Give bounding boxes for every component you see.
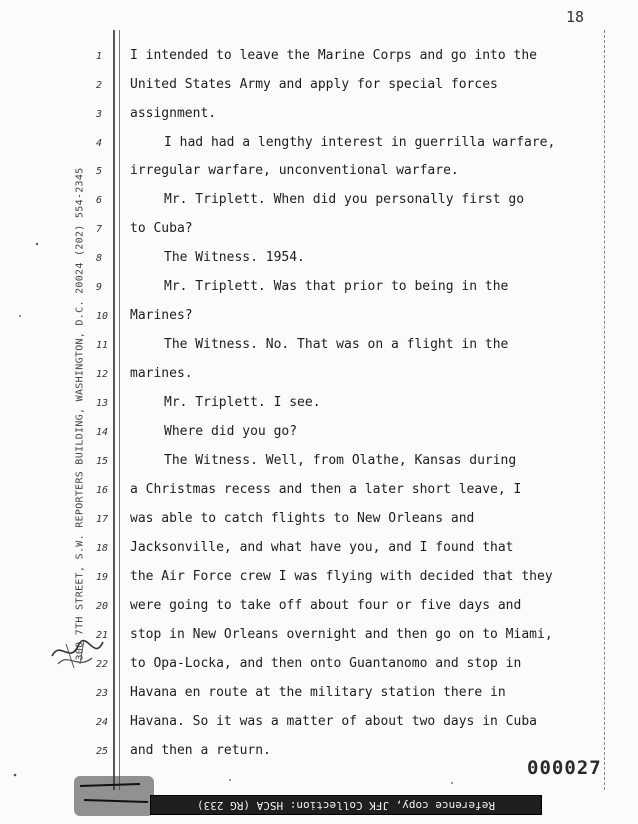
line-number: 1 [96, 51, 103, 62]
line-text: Havana. So it was a matter of about two days in Cuba [130, 714, 537, 729]
reference-stamp [150, 795, 542, 815]
line-number: 4 [96, 138, 103, 149]
reference-stamp-text: Reference copy, JFK Collection: HSCA (RG 233) [197, 799, 496, 812]
line-number: 16 [96, 485, 109, 496]
line-number: 17 [96, 514, 109, 525]
line-text: assignment. [130, 106, 217, 121]
reporter-address-margin: 300 7TH STREET, S.W. REPORTERS BUILDING, WASHINGTON, D.C. 20024 (202) 554-2345 [74, 167, 86, 661]
line-number: 3 [96, 109, 103, 120]
scan-smudge-icon [70, 772, 160, 822]
line-number: 12 [96, 369, 109, 380]
line-text: The Witness. 1954. [164, 250, 305, 265]
line-text: marines. [130, 366, 193, 381]
line-text: The Witness. No. That was on a flight in the [164, 337, 509, 352]
line-number: 22 [96, 659, 109, 670]
line-text: Havana en route at the military station there in [130, 685, 506, 700]
page-number: 18 [566, 8, 585, 26]
line-text: Jacksonville, and what have you, and I found that [130, 540, 514, 555]
line-number: 18 [96, 543, 109, 554]
line-text: was able to catch flights to New Orleans and [130, 511, 475, 526]
line-text: a Christmas recess and then a later short leave, I [130, 482, 522, 497]
document-id: 000027 [527, 757, 602, 779]
line-number: 8 [96, 253, 103, 264]
line-text: Mr. Triplett. I see. [164, 395, 321, 410]
line-text: Where did you go? [164, 424, 298, 439]
line-number: 7 [96, 224, 103, 235]
line-number: 11 [96, 340, 109, 351]
line-text: stop in New Orleans overnight and then go on to Miami, [130, 627, 553, 642]
line-text: United States Army and apply for special forces [130, 77, 498, 92]
line-text: Mr. Triplett. When did you personally first go [164, 192, 525, 207]
line-text: were going to take off about four or five days and [130, 598, 522, 613]
line-text: irregular warfare, unconventional warfare. [130, 163, 459, 178]
line-number: 6 [96, 195, 103, 206]
line-text: The Witness. Well, from Olathe, Kansas during [164, 453, 517, 468]
line-number: 15 [96, 456, 109, 467]
line-number: 25 [96, 746, 109, 757]
line-number: 20 [96, 601, 109, 612]
line-text: to Opa-Locka, and then onto Guantanomo and stop in [130, 656, 522, 671]
line-number: 19 [96, 572, 109, 583]
line-number: 24 [96, 717, 109, 728]
line-text: and then a return. [130, 743, 271, 758]
line-number: 10 [96, 311, 109, 322]
line-text: Marines? [130, 308, 193, 323]
line-number: 5 [96, 166, 103, 177]
line-text: to Cuba? [130, 221, 193, 236]
line-number: 9 [96, 282, 103, 293]
line-number: 13 [96, 398, 109, 409]
line-text: I intended to leave the Marine Corps and go into the [130, 48, 537, 63]
line-text: I had had a lengthy interest in guerrilla warfare, [164, 135, 556, 150]
line-number: 23 [96, 688, 109, 699]
line-text: the Air Force crew I was flying with decided that they [130, 569, 553, 584]
line-number: 2 [96, 80, 103, 91]
line-number: 21 [96, 630, 109, 641]
line-number: 14 [96, 427, 109, 438]
line-text: Mr. Triplett. Was that prior to being in the [164, 279, 509, 294]
